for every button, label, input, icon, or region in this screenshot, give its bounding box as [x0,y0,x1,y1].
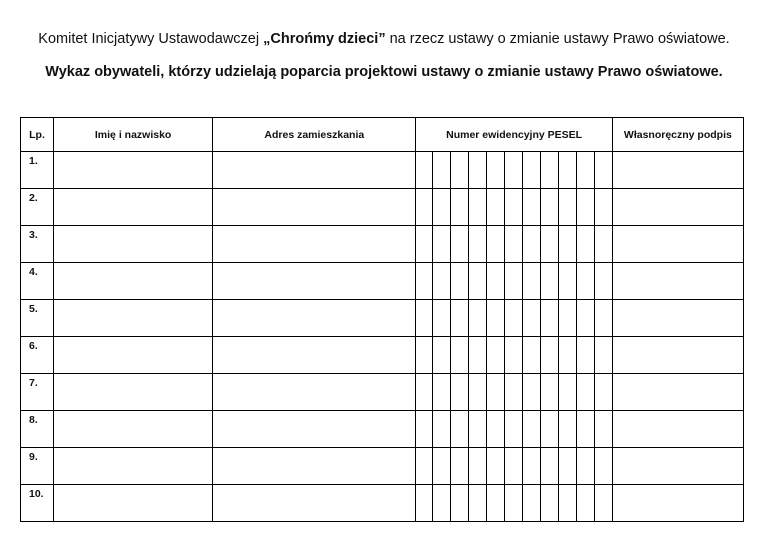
address-cell [213,189,416,226]
pesel-digit-cell [451,300,469,337]
pesel-digit-cell [469,300,486,337]
signature-cell [612,374,743,411]
pesel-digit-cell [540,189,558,226]
pesel-digit-cell [558,337,576,374]
pesel-digit-cell [469,226,486,263]
name-cell [54,485,213,522]
name-cell [54,300,213,337]
pesel-digit-cell [416,300,433,337]
pesel-digit-cell [433,485,451,522]
pesel-digit-cell [594,263,612,300]
pesel-digit-cell [469,189,486,226]
pesel-digit-cell [522,485,540,522]
name-cell [54,263,213,300]
committee-heading-suffix: na rzecz ustawy o zmianie ustawy Prawo oświatowe. [385,31,730,47]
pesel-digit-cell [451,374,469,411]
pesel-digit-cell [540,374,558,411]
pesel-digit-cell [469,411,486,448]
pesel-digit-cell [522,374,540,411]
pesel-digit-cell [522,411,540,448]
name-cell [54,152,213,189]
pesel-digit-cell [540,226,558,263]
pesel-digit-cell [576,448,594,485]
signature-cell [612,448,743,485]
pesel-digit-cell [576,189,594,226]
pesel-digit-cell [486,337,504,374]
pesel-digit-cell [504,485,522,522]
pesel-digit-cell [540,263,558,300]
pesel-digit-cell [558,485,576,522]
pesel-digit-cell [558,374,576,411]
table-row [21,263,744,300]
pesel-digit-cell [522,189,540,226]
column-header-lp: Lp. [21,118,54,152]
pesel-digit-cell [486,448,504,485]
pesel-digit-cell [558,448,576,485]
pesel-digit-cell [486,300,504,337]
table-row [21,152,744,189]
pesel-digit-cell [522,263,540,300]
committee-name: „Chrońmy dzieci” [263,31,386,47]
name-cell [54,411,213,448]
pesel-digit-cell [576,485,594,522]
pesel-digit-cell [540,411,558,448]
pesel-digit-cell [416,263,433,300]
row-number: 9. [21,448,54,485]
pesel-digit-cell [504,189,522,226]
pesel-digit-cell [576,152,594,189]
pesel-digit-cell [504,226,522,263]
pesel-digit-cell [451,152,469,189]
pesel-digit-cell [594,189,612,226]
pesel-digit-cell [433,189,451,226]
pesel-digit-cell [486,152,504,189]
pesel-digit-cell [433,337,451,374]
name-cell [54,374,213,411]
pesel-digit-cell [416,374,433,411]
pesel-digit-cell [576,374,594,411]
column-header-signature: Własnoręczny podpis [612,118,743,152]
pesel-digit-cell [451,226,469,263]
table-row [21,448,744,485]
table-header-row [21,118,744,152]
pesel-digit-cell [416,152,433,189]
address-cell [213,152,416,189]
pesel-digit-cell [451,189,469,226]
column-header-address: Adres zamieszkania [213,118,416,152]
table-row [21,411,744,448]
pesel-digit-cell [451,263,469,300]
row-number: 8. [21,411,54,448]
pesel-digit-cell [594,337,612,374]
pesel-digit-cell [576,263,594,300]
table-row [21,337,744,374]
pesel-digit-cell [433,263,451,300]
signature-cell [612,300,743,337]
pesel-digit-cell [594,152,612,189]
pesel-digit-cell [558,411,576,448]
pesel-digit-cell [451,448,469,485]
pesel-digit-cell [469,337,486,374]
pesel-digit-cell [504,152,522,189]
pesel-digit-cell [433,152,451,189]
pesel-digit-cell [433,374,451,411]
table-row [21,189,744,226]
form-title: Wykaz obywateli, którzy udzielają poparcia projektowi ustawy o zmianie ustawy Prawo oświatowe. [45,64,723,80]
pesel-digit-cell [558,300,576,337]
pesel-digit-cell [594,448,612,485]
pesel-digit-cell [469,448,486,485]
pesel-digit-cell [486,411,504,448]
column-header-pesel: Numer ewidencyjny PESEL [416,118,612,152]
row-number: 1. [21,152,54,189]
pesel-digit-cell [486,374,504,411]
pesel-digit-cell [433,300,451,337]
pesel-digit-cell [558,189,576,226]
pesel-digit-cell [522,226,540,263]
row-number: 5. [21,300,54,337]
address-cell [213,411,416,448]
address-cell [213,374,416,411]
pesel-digit-cell [433,226,451,263]
pesel-digit-cell [451,411,469,448]
name-cell [54,448,213,485]
pesel-digit-cell [469,374,486,411]
pesel-digit-cell [558,152,576,189]
signature-cell [612,485,743,522]
signature-cell [612,226,743,263]
pesel-digit-cell [416,226,433,263]
pesel-digit-cell [540,337,558,374]
pesel-digit-cell [486,189,504,226]
pesel-digit-cell [594,374,612,411]
pesel-digit-cell [594,300,612,337]
row-number: 10. [21,485,54,522]
pesel-digit-cell [522,448,540,485]
table-row [21,226,744,263]
pesel-digit-cell [504,374,522,411]
name-cell [54,226,213,263]
pesel-digit-cell [576,226,594,263]
table-row [21,485,744,522]
address-cell [213,300,416,337]
pesel-digit-cell [594,226,612,263]
column-header-name: Imię i nazwisko [54,118,213,152]
pesel-digit-cell [416,337,433,374]
pesel-digit-cell [522,337,540,374]
row-number: 6. [21,337,54,374]
pesel-digit-cell [486,485,504,522]
pesel-digit-cell [594,485,612,522]
name-cell [54,189,213,226]
pesel-digit-cell [576,300,594,337]
signature-cell [612,411,743,448]
address-cell [213,448,416,485]
pesel-digit-cell [594,411,612,448]
pesel-digit-cell [558,226,576,263]
pesel-digit-cell [504,411,522,448]
pesel-digit-cell [469,263,486,300]
row-number: 2. [21,189,54,226]
pesel-digit-cell [451,337,469,374]
pesel-digit-cell [540,448,558,485]
row-number: 3. [21,226,54,263]
pesel-digit-cell [504,337,522,374]
table-row [21,374,744,411]
row-number: 4. [21,263,54,300]
address-cell [213,226,416,263]
pesel-digit-cell [486,263,504,300]
table-row [21,300,744,337]
signature-cell [612,152,743,189]
pesel-digit-cell [451,485,469,522]
signature-cell [612,189,743,226]
pesel-digit-cell [416,189,433,226]
pesel-digit-cell [522,152,540,189]
pesel-digit-cell [469,152,486,189]
name-cell [54,337,213,374]
pesel-digit-cell [504,300,522,337]
pesel-digit-cell [504,263,522,300]
pesel-digit-cell [558,263,576,300]
signature-cell [612,337,743,374]
address-cell [213,263,416,300]
pesel-digit-cell [469,485,486,522]
address-cell [213,485,416,522]
pesel-digit-cell [576,337,594,374]
pesel-digit-cell [540,300,558,337]
pesel-digit-cell [540,152,558,189]
pesel-digit-cell [433,411,451,448]
committee-heading-prefix: Komitet Inicjatywy Ustawodawczej [38,31,264,47]
pesel-digit-cell [540,485,558,522]
signature-cell [612,263,743,300]
pesel-digit-cell [416,411,433,448]
pesel-digit-cell [522,300,540,337]
pesel-digit-cell [504,448,522,485]
row-number: 7. [21,374,54,411]
pesel-digit-cell [416,448,433,485]
signature-table [20,117,744,522]
pesel-digit-cell [416,485,433,522]
committee-heading [0,31,768,47]
pesel-digit-cell [486,226,504,263]
address-cell [213,337,416,374]
pesel-digit-cell [576,411,594,448]
pesel-digit-cell [433,448,451,485]
